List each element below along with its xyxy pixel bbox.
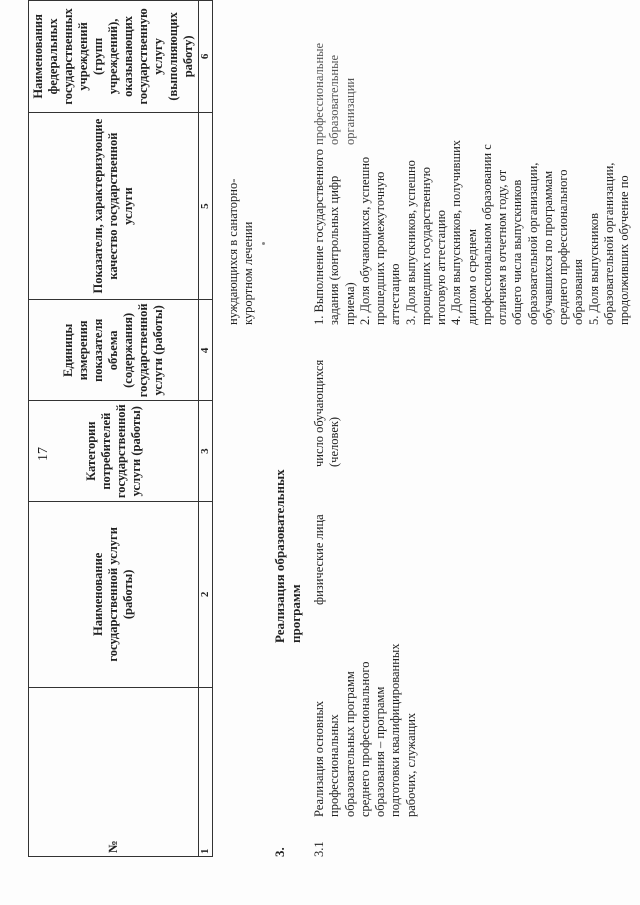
column-number: 2	[199, 502, 213, 687]
quality-indicator: 1. Выполнение государственного задания (контрольных цифр приема)	[312, 148, 357, 325]
quality-indicator: 3. Доля выпускников, успешно прошедших государственную итоговую аттестацию	[403, 160, 448, 325]
header-col-number: №	[29, 687, 199, 856]
page-number: 17	[36, 447, 51, 461]
stray-mark	[262, 242, 265, 245]
column-number: 6	[199, 1, 213, 113]
section-number: 3.	[272, 847, 287, 857]
carryover-text: нуждающихся в санаторно-курортном лечении	[226, 178, 256, 325]
header-col-units: Единицы измерения показателя объема (содержания) государственной услуги (работы)	[29, 300, 199, 401]
header-col-service-name: Наименование государственной услуги (работы)	[29, 502, 199, 687]
column-number: 5	[199, 112, 213, 300]
institutions: профессиональные образовательные организации	[312, 42, 357, 145]
measurement-units: число обучающихся (человек)	[312, 359, 342, 467]
quality-indicator: 2. Доля обучающихся, успешно прошедших промежуточную аттестацию	[357, 156, 403, 325]
column-number: 1	[199, 687, 213, 856]
header-row	[29, 1, 199, 857]
quality-indicators	[312, 130, 632, 325]
header-col-quality: Показатели, характеризующие качество государственной услуги	[29, 112, 199, 300]
column-number: 4	[199, 300, 213, 401]
quality-indicator: 4. Доля выпускников, получивших диплом о среднем профессиональном образовании с отличием в отчетном году, от общего числа выпускников образовательной организации, обучавшихся по программам среднего профессионального образования	[449, 139, 586, 325]
header-table	[28, 0, 213, 857]
header-col-institutions: Наименования федеральных государственных учреждений (групп учреждений), оказывающих государственную услугу (выполняющих работу)	[29, 1, 199, 113]
row-number: 3.1	[312, 841, 326, 857]
header-col-consumers: Категории потребителей государственной услуги (работы)	[29, 401, 199, 502]
service-name: Реализация основных профессиональных образовательных программ среднего профессионального образования – программ подготовки квалифицированных рабочих, служащих	[312, 643, 418, 817]
column-number: 3	[199, 401, 213, 502]
quality-indicator: 5. Доля выпускников образовательной организации, продолживших обучение по	[586, 162, 631, 325]
column-number-row	[199, 1, 213, 857]
consumer-category: физические лица	[312, 514, 326, 605]
section-title: Реализация образовательных программ	[272, 469, 304, 643]
